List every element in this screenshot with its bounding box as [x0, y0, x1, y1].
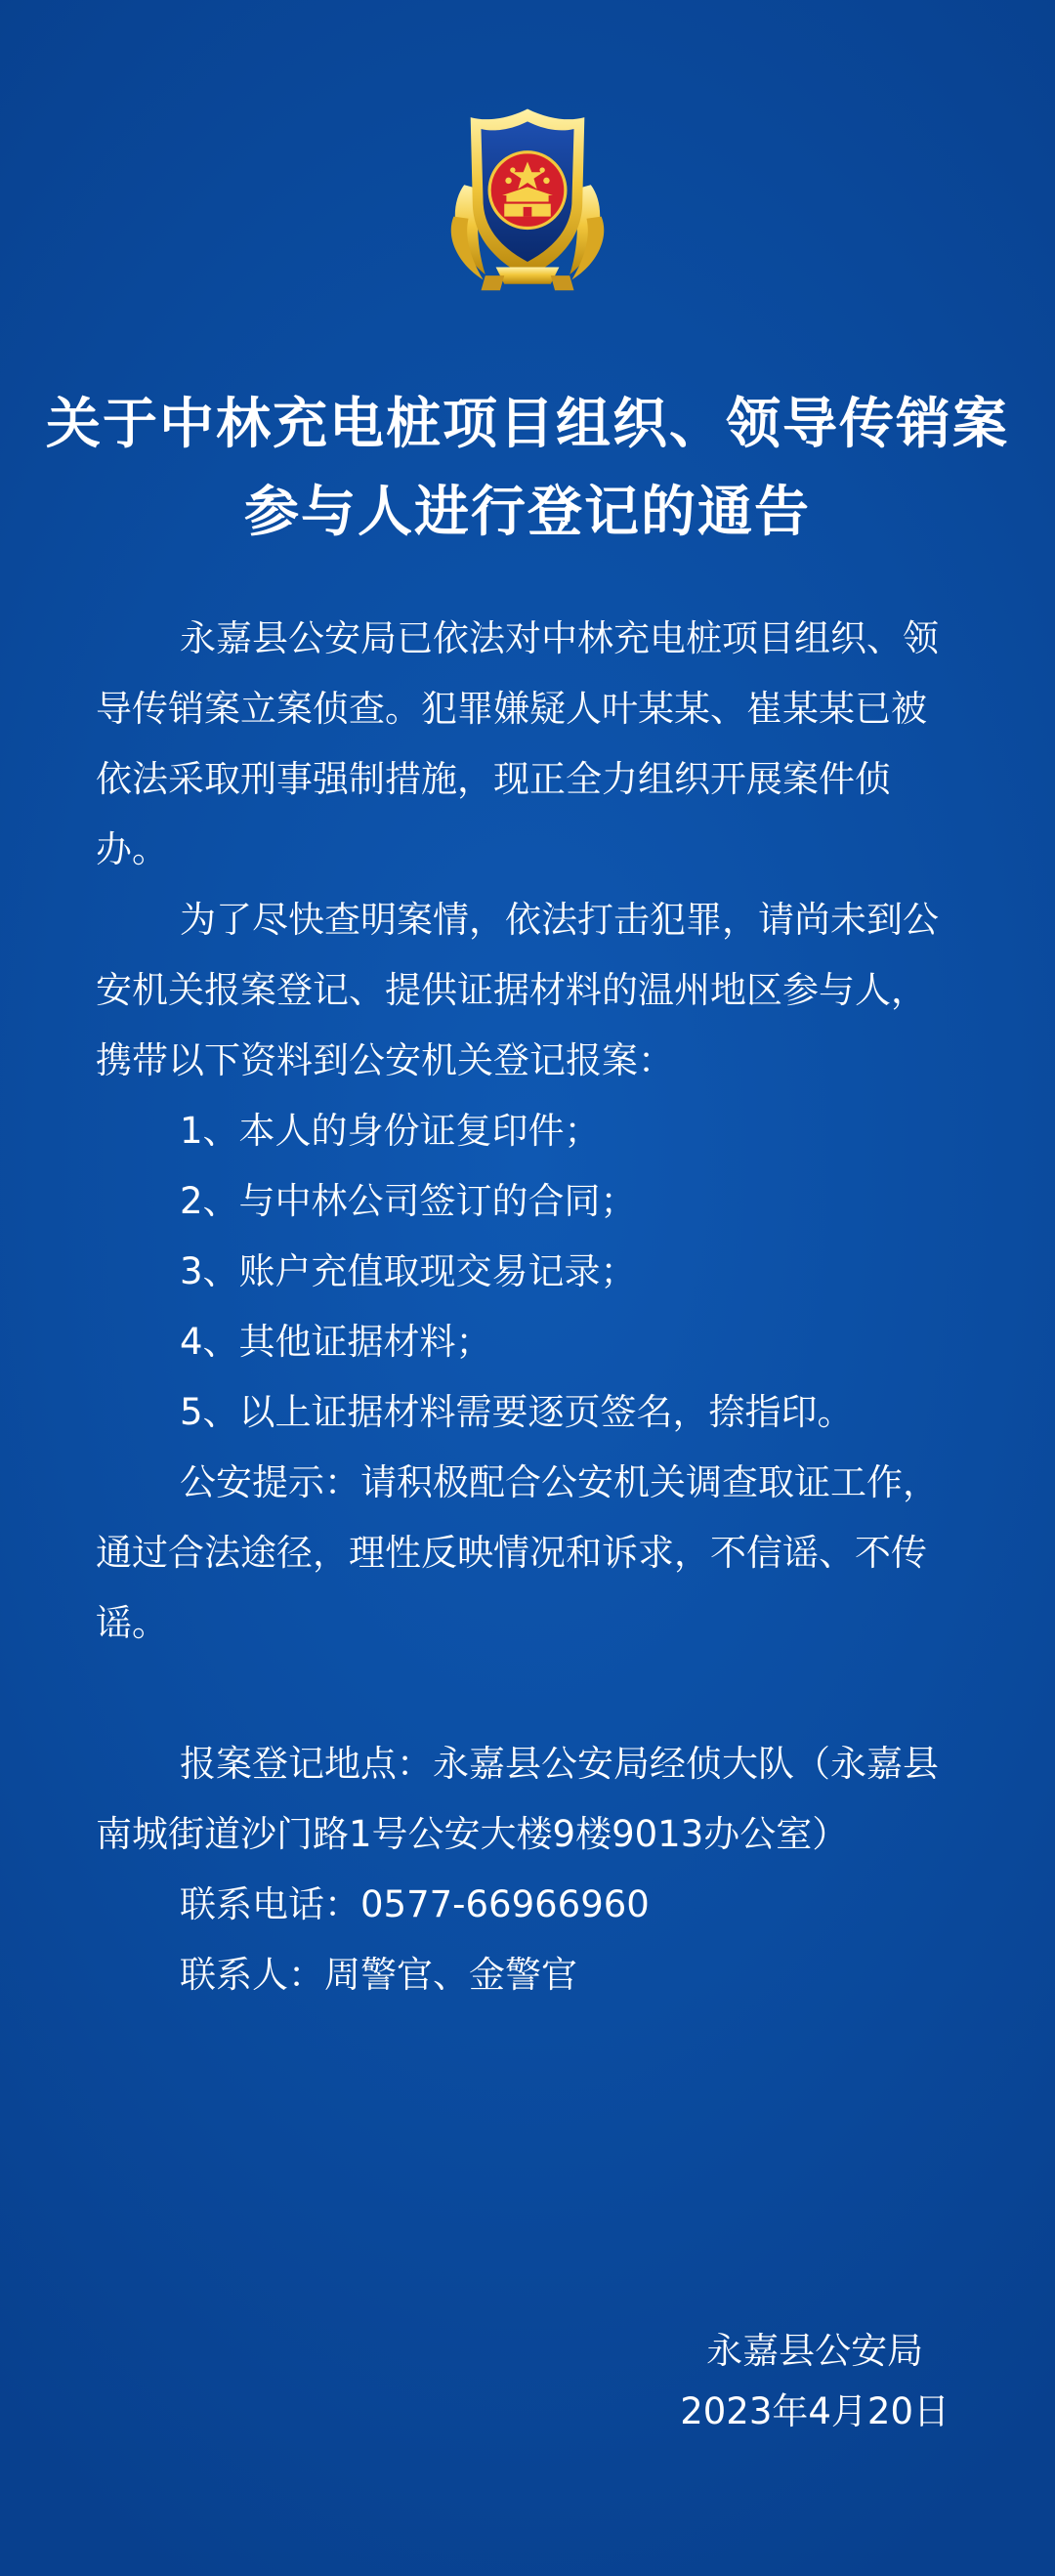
police-reminder: 公安提示：请积极配合公安机关调查取证工作，通过合法途径，理性反映情况和诉求，不信谣、不传谣。 [96, 1461, 939, 1644]
list-item: 3、账户充值取现交易记录； [180, 1250, 637, 1292]
notice-body [96, 604, 959, 2010]
list-item: 2、与中林公司签订的合同； [180, 1180, 637, 1222]
issuing-organization: 永嘉县公安局 [706, 2330, 924, 2372]
police-badge-emblem-icon [422, 90, 633, 301]
notice-title-line1: 关于中林充电桩项目组织、领导传销案 [46, 392, 1009, 456]
list-item: 1、本人的身份证复印件； [180, 1110, 601, 1152]
list-item: 5、以上证据材料需要逐页签名，捺指印。 [180, 1391, 854, 1433]
registration-location: 报案登记地点：永嘉县公安局经侦大队（永嘉县南城街道沙门路1号公安大楼9楼9013办公室） [96, 1743, 939, 1855]
paragraph-investigation: 永嘉县公安局已依法对中林充电桩项目组织、领导传销案立案侦查。犯罪嫌疑人叶某某、崔某某已被依法采取刑事强制措施，现正全力组织开展案件侦办。 [96, 617, 939, 870]
signature-block [680, 2321, 950, 2442]
issue-date: 2023年4月20日 [680, 2390, 950, 2432]
contact-phone: 联系电话：0577-66966960 [180, 1883, 650, 1925]
contact-persons: 联系人：周警官、金警官 [180, 1954, 577, 1996]
notice-title-line2: 参与人进行登记的通告 [244, 480, 811, 544]
list-item: 4、其他证据材料； [180, 1321, 492, 1363]
paragraph-request: 为了尽快查明案情，依法打击犯罪，请尚未到公安机关报案登记、提供证据材料的温州地区参与人，携带以下资料到公安机关登记报案： [96, 899, 939, 1081]
